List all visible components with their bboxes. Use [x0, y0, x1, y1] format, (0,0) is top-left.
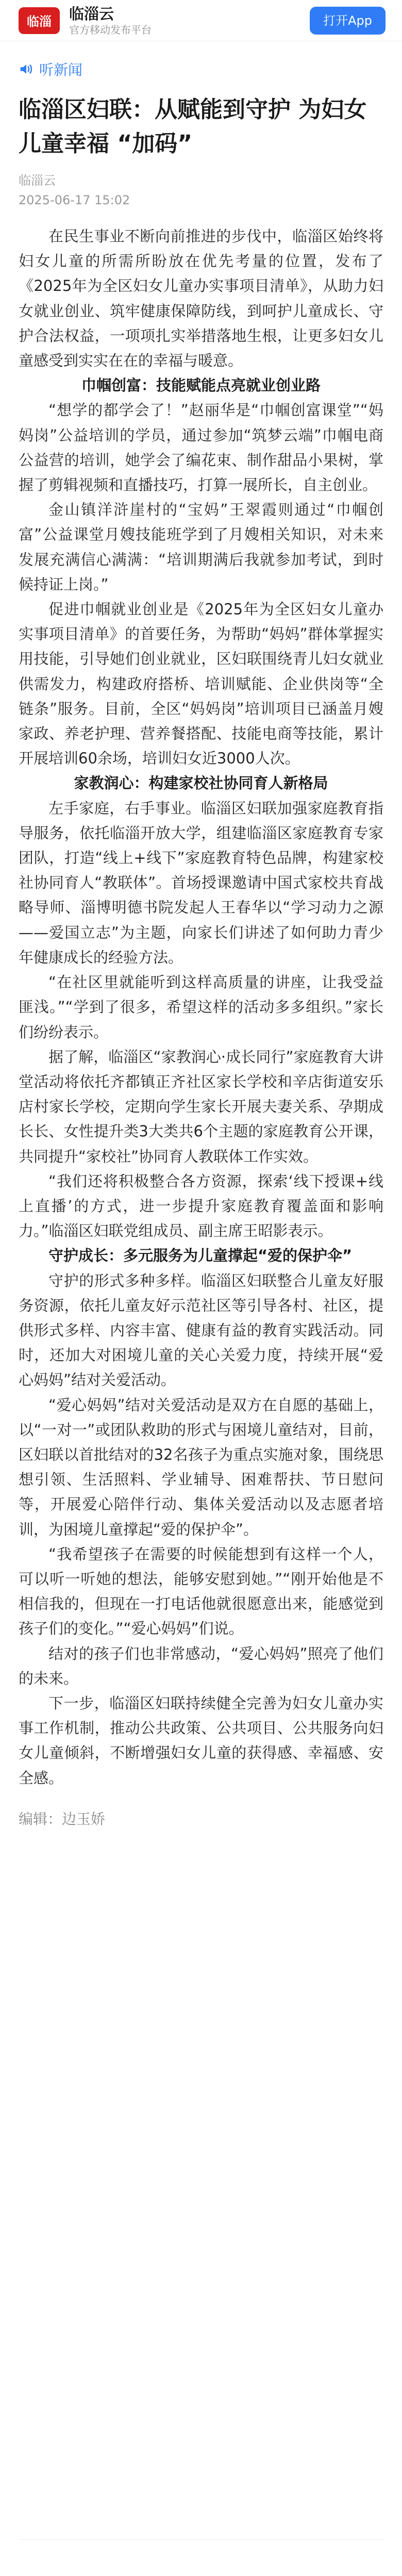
article-title: 临淄区妇联：从赋能到守护 为妇女儿童幸福 “加码” — [19, 96, 367, 157]
article-paragraph: “我们还将积极整合各方资源，探索‘线下授课+线上直播’的方式，进一步提升家庭教育覆盖面和影响力。”临淄区妇联党组成员、副主席王昭影表示。 — [19, 1172, 383, 1240]
article-paragraph: 金山镇洋浒崖村的“宝妈”王翠霞则通过“巾帼创富”公益课堂月嫂技能班学到了月嫂相关知识，对未来发展充满信心满满：“培训期满后我就参加考试，到时候持证上岗。” — [19, 501, 383, 593]
article-editor: 编辑：边玉娇 — [19, 1810, 106, 1828]
article-source: 临淄云 — [19, 173, 56, 188]
article-paragraph: “我希望孩子在需要的时候能想到有这样一个人，可以听一听她的想法，能够安慰到她。”“刚开始他是不相信我的，但现在一打电话他就很愿意出来，能感觉到孩子们的变化。”“爱心妈妈”们说。 — [19, 1545, 383, 1638]
article-time: 2025-06-17 15:02 — [19, 193, 130, 207]
section-heading: 巾帼创富：技能赋能点亮就业创业路 — [81, 377, 321, 395]
speaker-icon — [19, 61, 34, 77]
article-paragraph: 左手家庭，右手事业。临淄区妇联加强家庭教育指导服务，依托临淄开放大学，组建临淄区家庭教育专家团队，打造“线上+线下”家庭教育特色品牌，构建家校社协同育人“教联体”。首场授课邀请中国式家校共育战略导师、淄博明德书院发起人王春华以“学习动力之源——爱国立志”为主题，向家长们讲述了如何助力青少年健康成长的经验方法。 — [19, 799, 383, 966]
listen-news-label: 听新闻 — [39, 61, 83, 78]
app-header — [0, 0, 402, 41]
article-paragraph: “爱心妈妈”结对关爱活动是双方在自愿的基础上，以“一对一”或团队救助的形式与困境儿童结对，目前，区妇联以首批结对的32名孩子为重点实施对象，围绕思想引领、生活照料、学业辅导、困难帮扶、节日慰问等，开展爱心陪伴行动、集体关爱活动以及志愿者培训，为困境儿童撑起“爱的保护伞”。 — [19, 1396, 383, 1538]
article-paragraph: 在民生事业不断向前推进的步伐中，临淄区始终将妇女儿童的所需所盼放在优先考量的位置，发布了《2025年为全区妇女儿童办实事项目清单》，从助力妇女就业创业、筑牢健康保障防线，到呵护儿童成长、守护合法权益，一项项扎实举措落地生根，让更多妇女儿童感受到实实在在的幸福与暖意。 — [19, 227, 383, 370]
listen-news-button[interactable] — [0, 41, 402, 79]
article-paragraph: 下一步，临淄区妇联持续健全完善为妇女儿童办实事工作机制，推动公共政策、公共项目、公共服务向妇女儿童倾斜，不断增强妇女儿童的获得感、幸福感、安全感。 — [19, 1694, 383, 1787]
article-paragraph: “在社区里就能听到这样高质量的讲座，让我受益匪浅。”“学到了很多，希望这样的活动多多组织。”家长们纷纷表示。 — [19, 973, 383, 1041]
brand-block — [69, 5, 310, 37]
brand-name: 临淄云 — [69, 5, 114, 23]
section-heading: 家教润心：构建家校社协同育人新格局 — [74, 774, 328, 792]
open-app-button[interactable]: 打开App — [310, 7, 386, 35]
article-meta — [0, 161, 402, 209]
article-paragraph: 据了解，临淄区“家教润心·成长同行”家庭教育大讲堂活动将依托齐都镇正齐社区家长学校和辛店街道安乐店村家长学校，定期向学生家长开展夫妻关系、孕期成长长、女性提升类3大类共6个主题的家庭教育公开课，共同提升“家校社”协同育人教联体工作实效。 — [19, 1048, 383, 1165]
app-logo[interactable]: 临淄 — [19, 7, 60, 34]
section-heading: 守护成长：多元服务为儿童撑起“爱的保护伞” — [48, 1247, 353, 1265]
footer-divider — [19, 2539, 383, 2540]
article-paragraph: 结对的孩子们也非常感动，“爱心妈妈”照亮了他们的未来。 — [19, 1644, 383, 1687]
brand-subtitle: 官方移动发布平台 — [69, 23, 152, 36]
article-paragraph: 促进巾帼就业创业是《2025年为全区妇女儿童办实事项目清单》的首要任务，为帮助“妈妈”群体掌握实用技能，引导她们创业就业，区妇联围绕青儿妇女就业供需发力，构建政府搭桥、培训赋能、企业供岗等“全链条”服务。目前，全区“妈妈岗”培训项目已涵盖月嫂家政、养老护理、营养餐搭配、技能电商等技能，累计开展培训60余场，培训妇女近3000人次。 — [19, 600, 383, 768]
article-body — [0, 209, 402, 1790]
article-paragraph: “想学的都学会了！”赵丽华是“巾帼创富课堂”“妈妈岗”公益培训的学员，通过参加“筑梦云端”巾帼电商公益营的培训，她学会了编花束、制作甜品小果树，掌握了剪辑视频和直播技巧，打算一展所长，自主创业。 — [19, 401, 383, 494]
article-paragraph: 守护的形式多种多样。临淄区妇联整合儿童友好服务资源，依托儿童友好示范社区等引导各村、社区，提供形式多样、内容丰富、健康有益的教育实践活动。同时，还加大对困境儿童的关心关爱力度，持续开展“爱心妈妈”结对关爱活动。 — [19, 1271, 383, 1389]
